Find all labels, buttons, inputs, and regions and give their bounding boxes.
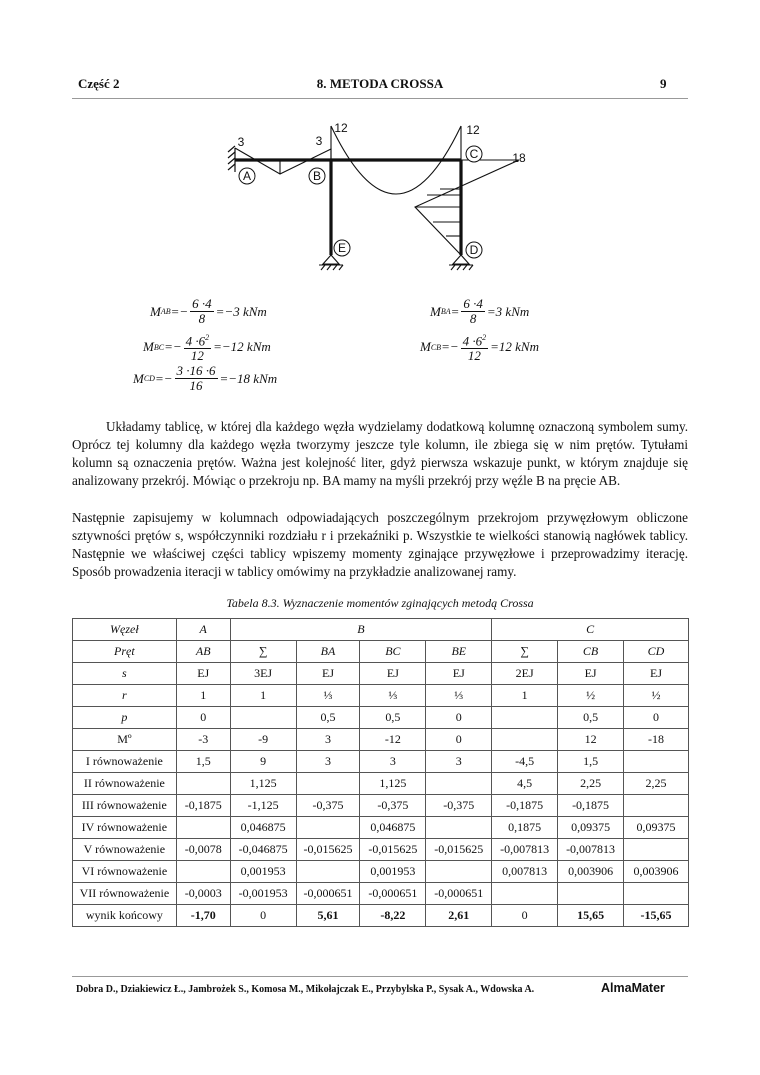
row-label: p [73, 707, 177, 729]
table-cell: 0 [492, 905, 558, 927]
table-cell: -0,015625 [360, 839, 426, 861]
table-cell: EJ [558, 663, 624, 685]
table-cell: ½ [624, 685, 689, 707]
row-label: V równoważenie [73, 839, 177, 861]
table-cell [624, 883, 689, 905]
table-cell: -0,375 [360, 795, 426, 817]
table-row [73, 685, 689, 707]
footer-authors: Dobra D., Dziakiewicz Ł., Jambrożek S., Komosa M., Mikołajczak E., Przybylska P., Sysak A., Wdowska A. [76, 984, 535, 995]
table-cell: 3 [426, 751, 492, 773]
table-cell: -4,5 [492, 751, 558, 773]
node-b-label: B [312, 169, 322, 183]
paragraph-table-intro: Układamy tablicę, w której dla każdego węzła wydzielamy dodatkową kolumnę oznaczoną symbolem sumy. Oprócz tej kolumny dla każdego węzła tworzymy jeszcze tyle kolumn, ile zbiega się w nim prętów. Tytułami kolumn są oznaczenia prętów. Ważna jest kolejność liter, gdyż pierwsza wskazuje punkt, w którym znajduje się analizowany przekrój. Mówiąc o przekroju np. BA mamy na myśli przekrój przy węźle B na pręcie AB. [72, 419, 688, 488]
table-cell: EJ [426, 663, 492, 685]
table-cell: -0,046875 [230, 839, 296, 861]
table-cell [624, 839, 689, 861]
table-cell: 0,001953 [360, 861, 426, 883]
table-cell [426, 773, 492, 795]
table-cell [492, 707, 558, 729]
table-cell: -0,015625 [296, 839, 360, 861]
table-cell: -0,0003 [176, 883, 230, 905]
table-row [73, 707, 689, 729]
table-cell [230, 707, 296, 729]
table-cell [558, 883, 624, 905]
header-rule [72, 98, 688, 99]
table-cell [176, 861, 230, 883]
table-cell: 0 [426, 729, 492, 751]
table-cell: ⅓ [360, 685, 426, 707]
equation-mba: M BA = $\frac{6 \cdot 4}{8}$ =3 kNm [430, 296, 530, 326]
row-label: s [73, 663, 177, 685]
table-cell: ∑ [230, 641, 296, 663]
table-cell: 15,65 [558, 905, 624, 927]
table-cell: 2,25 [558, 773, 624, 795]
node-a-header: A [176, 619, 230, 641]
table-cell: 0,5 [558, 707, 624, 729]
table-cell: 0 [426, 707, 492, 729]
table-cell: 0,046875 [230, 817, 296, 839]
table-cell: EJ [296, 663, 360, 685]
table-row [73, 795, 689, 817]
row-label: wynik końcowy [73, 905, 177, 927]
table-cell: 0,09375 [624, 817, 689, 839]
table-cell: 3EJ [230, 663, 296, 685]
table-cell: 0,007813 [492, 861, 558, 883]
table-cell: 0,5 [296, 707, 360, 729]
table-cell [426, 861, 492, 883]
moment-value-b-right: 12 [334, 121, 348, 135]
table-cell: 1,5 [558, 751, 624, 773]
node-c-header: C [492, 619, 689, 641]
row-label: I równoważenie [73, 751, 177, 773]
table-cell: 1,5 [176, 751, 230, 773]
pin-support-e-icon [319, 255, 343, 270]
table-cell: 0 [176, 707, 230, 729]
table-cell [624, 795, 689, 817]
publisher-logo: AlmaMater [601, 981, 665, 995]
row-label: Pręt [73, 641, 177, 663]
table-cell: 1 [176, 685, 230, 707]
pin-support-d-icon [449, 255, 473, 270]
table-cell: 1,125 [230, 773, 296, 795]
paragraph-table-method: Następnie zapisujemy w kolumnach odpowiadających poszczególnym przekrojom przywęzłowym obliczone sztywności prętów s, współczynniki rozdziału r i przekaźniki p. Wszystkie te wielkości stanowią nagłówek tablicy. Następnie we właściwej części tablicy wpiszemy momenty zginające przywęzłowe i przeprowadzimy iterację. Sposób prowadzenia iteracji w tablicy omówimy na przykładzie analizowanej ramy. [72, 510, 688, 579]
table-row [73, 773, 689, 795]
table-cell: 0,09375 [558, 817, 624, 839]
table-cell: 0,001953 [230, 861, 296, 883]
equation-mab: M AB =− $\frac{6 \cdot 4}{8}$ =−3 kNm [150, 296, 267, 326]
table-cell [296, 773, 360, 795]
node-a-label: A [242, 169, 252, 183]
table-cell: -0,1875 [558, 795, 624, 817]
table-row [73, 729, 689, 751]
table-cell: -1,70 [176, 905, 230, 927]
footer-rule [72, 976, 688, 977]
table-cell: 12 [558, 729, 624, 751]
row-label: IV równoważenie [73, 817, 177, 839]
header-section: Część 2 [78, 76, 120, 91]
moment-value-a: 3 [237, 135, 245, 149]
table-cell: BA [296, 641, 360, 663]
table-cell: 0 [230, 905, 296, 927]
table-cell [176, 773, 230, 795]
equation-mcd: M CD =− $\frac{3 \cdot 16 \cdot 6}{16}$ =−18 kNm [133, 363, 278, 393]
node-b-header: B [230, 619, 492, 641]
table-cell [492, 729, 558, 751]
table-cell: EJ [176, 663, 230, 685]
table-cell: EJ [360, 663, 426, 685]
row-label: Mº [73, 729, 177, 751]
table-cell: ⅓ [296, 685, 360, 707]
table-cell: -0,1875 [492, 795, 558, 817]
table-cell: -9 [230, 729, 296, 751]
table-cell: -15,65 [624, 905, 689, 927]
table-cell: 1 [492, 685, 558, 707]
table-cell: ∑ [492, 641, 558, 663]
node-row-label: Węzeł [73, 619, 177, 641]
table-cell: BE [426, 641, 492, 663]
table-cell: 0,1875 [492, 817, 558, 839]
table-cell: -3 [176, 729, 230, 751]
table-row [73, 861, 689, 883]
table-caption: Tabela 8.3. Wyznaczenie momentów zginających metodą Crossa [226, 596, 534, 610]
table-cell: -0,000651 [426, 883, 492, 905]
row-label: r [73, 685, 177, 707]
table-cell [426, 817, 492, 839]
table-cell: 2,61 [426, 905, 492, 927]
table-cell: -0,375 [426, 795, 492, 817]
moment-value-c-top: 12 [466, 123, 480, 137]
equation-mbc: M BC =− $\frac{4 \cdot 6^2}{12}$ =−12 kNm [143, 333, 271, 364]
table-cell: -0,1875 [176, 795, 230, 817]
node-d-label: D [469, 243, 479, 257]
moment-value-c-right: 18 [512, 151, 526, 165]
table-cell: 2EJ [492, 663, 558, 685]
table-cell [492, 883, 558, 905]
fixed-support-a-icon [228, 146, 235, 172]
table-cell: -0,001953 [230, 883, 296, 905]
table-cell [296, 861, 360, 883]
table-cell: ½ [558, 685, 624, 707]
header-chapter-title: 8. METODA CROSSA [316, 76, 444, 91]
node-e-label: E [337, 241, 347, 255]
table-cell: -12 [360, 729, 426, 751]
table-cell: 1 [230, 685, 296, 707]
moment-curves [235, 126, 519, 255]
table-cell: -0,015625 [426, 839, 492, 861]
table-cell: 3 [296, 751, 360, 773]
table-cell: -18 [624, 729, 689, 751]
table-row [73, 839, 689, 861]
table-cell [296, 817, 360, 839]
table-cell: 5,61 [296, 905, 360, 927]
table-cell: 0 [624, 707, 689, 729]
table-cell: -0,007813 [558, 839, 624, 861]
moment-value-b-left: 3 [315, 134, 323, 148]
table-cell: -8,22 [360, 905, 426, 927]
table-row [73, 641, 689, 663]
table-cell: CD [624, 641, 689, 663]
table-cell: -0,375 [296, 795, 360, 817]
table-cell: 2,25 [624, 773, 689, 795]
table-row-nodes [73, 619, 689, 641]
table-row [73, 883, 689, 905]
table-cell: 0,003906 [624, 861, 689, 883]
cross-method-table [72, 618, 689, 927]
row-label: II równoważenie [73, 773, 177, 795]
equation-mcb: M CB =− $\frac{4 \cdot 6^2}{12}$ =12 kNm [420, 333, 539, 364]
table-cell: -1,125 [230, 795, 296, 817]
table-cell: -0,0078 [176, 839, 230, 861]
table-cell: BC [360, 641, 426, 663]
table-cell: -0,007813 [492, 839, 558, 861]
table-cell: 9 [230, 751, 296, 773]
table-row [73, 905, 689, 927]
table-cell: AB [176, 641, 230, 663]
frame-moment-diagram [215, 112, 545, 277]
row-label: VI równoważenie [73, 861, 177, 883]
table-cell: 0,5 [360, 707, 426, 729]
page-number: 9 [660, 76, 667, 91]
table-cell: 0,046875 [360, 817, 426, 839]
table-cell: 4,5 [492, 773, 558, 795]
row-label: III równoważenie [73, 795, 177, 817]
row-label: VII równoważenie [73, 883, 177, 905]
table-cell: EJ [624, 663, 689, 685]
table-cell: 1,125 [360, 773, 426, 795]
table-cell: ⅓ [426, 685, 492, 707]
table-cell: -0,000651 [296, 883, 360, 905]
table-cell [624, 751, 689, 773]
node-c-label: C [469, 147, 479, 161]
table-cell: -0,000651 [360, 883, 426, 905]
table-row [73, 817, 689, 839]
table-cell: 0,003906 [558, 861, 624, 883]
table-row [73, 663, 689, 685]
table-cell [176, 817, 230, 839]
table-row [73, 751, 689, 773]
table-cell: 3 [296, 729, 360, 751]
table-cell: 3 [360, 751, 426, 773]
table-cell: CB [558, 641, 624, 663]
